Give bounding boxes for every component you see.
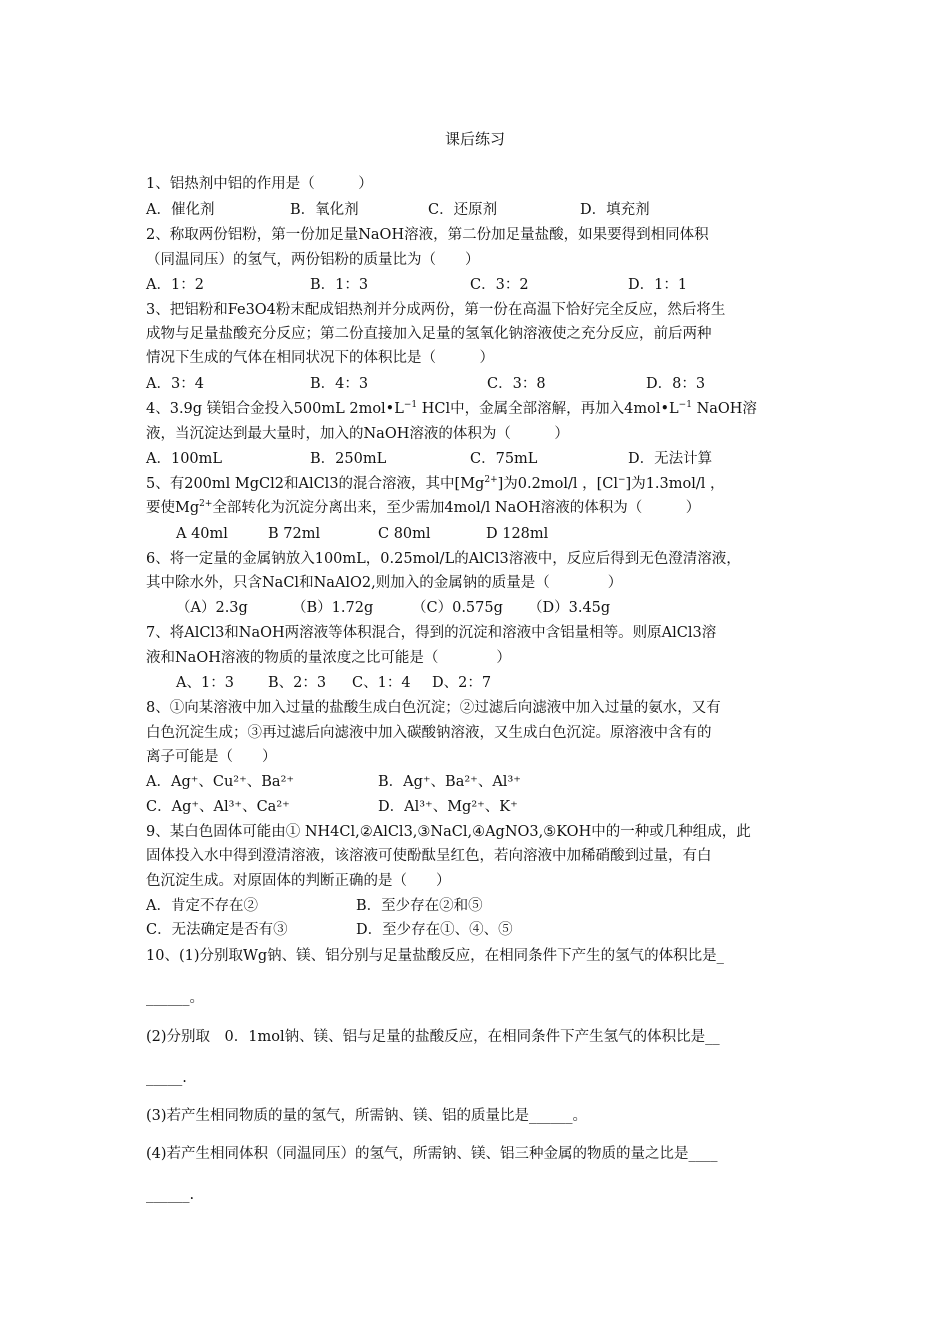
- q5-mg-charge-2: 2+: [199, 499, 213, 509]
- q10-part4-line-2: ______.: [146, 1187, 195, 1203]
- q6-option-c: （C）0.575g: [412, 600, 503, 616]
- q10-part4-line-1: (4)若产生相同体积（同温同压）的氢气，所需钠、镁、铝三种金属的物质的量之比是____: [146, 1146, 718, 1162]
- q2-option-c: C．3：2: [470, 277, 529, 293]
- page-title: 课后练习: [444, 130, 505, 148]
- q8-line-3: 离子可能是（ ）: [146, 749, 277, 765]
- q4-unit-exponent: −1: [403, 400, 418, 410]
- q5-option-a: A 40ml: [176, 526, 228, 542]
- q10-part1-line-1: 10、(1)分别取Wg钠、镁、铝分别与足量盐酸反应，在相同条件下产生的氢气的体积比是_: [146, 948, 724, 964]
- q2-option-d: D．1：1: [628, 277, 688, 293]
- q7-option-b: B、2：3: [268, 675, 327, 691]
- q5-line-2-part-b: 全部转化为沉淀分离出来，至少需加4mol/l NaOH溶液的体积为（ ）: [212, 500, 701, 516]
- q5-option-b: B 72ml: [268, 526, 321, 542]
- q5-line-1-part-a: 5、有200ml MgCl2和AlCl3的混合溶液，其中[Mg: [146, 476, 485, 492]
- q5-option-d: D 128ml: [486, 526, 549, 542]
- q8-option-c: C．Ag⁺、Al³⁺、Ca²⁺: [146, 799, 290, 815]
- q7-line-1: 7、将AlCl3和NaOH两溶液等体积混合，得到的沉淀和溶液中含铝量相等。则原AlCl3溶: [146, 625, 717, 641]
- q3-option-b: B．4：3: [310, 376, 369, 392]
- q9-line-3: 色沉淀生成。对原固体的判断正确的是（ ）: [146, 873, 451, 889]
- q2-line-1: 2、称取两份铝粉，第一份加足量NaOH溶液，第二份加足量盐酸，如果要得到相同体积: [146, 227, 709, 243]
- q2-option-a: A．1：2: [146, 277, 204, 293]
- q6-line-1: 6、将一定量的金属钠放入100mL，0.25mol/L的AlCl3溶液中，反应后得到无色澄清溶液，: [146, 551, 741, 567]
- q1-option-d: D．填充剂: [580, 202, 650, 218]
- q8-line-2: 白色沉淀生成；③再过滤后向滤液中加入碳酸钠溶液，又生成白色沉淀。原溶液中含有的: [146, 725, 712, 741]
- q5-line-1: [146, 474, 725, 494]
- q8-option-a: A．Ag⁺、Cu²⁺、Ba²⁺: [146, 774, 295, 790]
- q5-line-1-part-c: ]为1.3mol/l ，: [625, 476, 725, 492]
- q5-line-1-part-b: ]为0.2mol/l ，[Cl: [497, 476, 618, 492]
- q5-line-2: [146, 498, 700, 518]
- q9-line-1: 9、某白色固体可能由① NH4Cl,②AlCl3,③NaCl,④AgNO3,⑤KOH中的一种或几种组成，此: [146, 824, 751, 840]
- q9-option-d: D．至少存在①、④、⑤: [356, 922, 513, 938]
- q6-option-b: （B）1.72g: [292, 600, 374, 616]
- q4-option-a: A．100mL: [146, 451, 223, 467]
- q10-part1-line-2: ______。: [146, 990, 204, 1006]
- q3-option-d: D．8：3: [646, 376, 706, 392]
- q6-option-d: （D）3.45g: [528, 600, 611, 616]
- q4-unit-exponent-2: −1: [678, 400, 692, 410]
- q4-line-1-part-a: 4、3.9g 镁铝合金投入500mL 2mol•L: [146, 401, 404, 417]
- q3-option-a: A．3：4: [146, 376, 204, 392]
- q2-line-2: （同温同压）的氢气，两份铝粉的质量比为（ ）: [146, 252, 480, 268]
- q6-option-a: （A）2.3g: [176, 600, 248, 616]
- q9-line-2: 固体投入水中得到澄清溶液，该溶液可使酚酞呈红色，若向溶液中加稀硝酸到过量，有白: [146, 848, 712, 864]
- q8-option-d: D．Al³⁺、Mg²⁺、K⁺: [378, 799, 518, 815]
- q5-option-c: C 80ml: [378, 526, 431, 542]
- q5-mg-charge: 2+: [484, 475, 498, 485]
- q3-line-1: 3、把铝粉和Fe3O4粉末配成铝热剂并分成两份，第一份在高温下恰好完全反应，然后将生: [146, 302, 726, 318]
- q4-line-1-part-c: NaOH溶: [696, 401, 757, 417]
- q7-line-2: 液和NaOH溶液的物质的量浓度之比可能是（ ）: [146, 650, 511, 666]
- q10-part3: (3)若产生相同物质的量的氢气，所需钠、镁、铝的质量比是______。: [146, 1108, 588, 1124]
- q1-option-b: B．氧化剂: [290, 202, 359, 218]
- q4-line-1: [146, 399, 757, 419]
- q4-option-c: C．75mL: [470, 451, 538, 467]
- q10-part2-line-2: _____.: [146, 1070, 187, 1086]
- q8-option-b: B．Ag⁺、Ba²⁺、Al³⁺: [378, 774, 521, 790]
- q7-option-c: C、1：4: [352, 675, 411, 691]
- q7-option-d: D、2：7: [432, 675, 492, 691]
- q5-cl-charge: −: [617, 475, 626, 485]
- q6-line-2: 其中除水外，只含NaCl和NaAlO2,则加入的金属钠的质量是（ ）: [146, 575, 623, 591]
- q1-option-c: C．还原剂: [428, 202, 498, 218]
- q7-option-a: A、1：3: [176, 675, 234, 691]
- q2-option-b: B．1：3: [310, 277, 369, 293]
- q9-option-c: C．无法确定是否有③: [146, 922, 288, 938]
- q4-line-1-part-b: HCl中，金属全部溶解，再加入4mol•L: [421, 401, 679, 417]
- q3-line-2: 成物与足量盐酸充分反应；第二份直接加入足量的氢氧化钠溶液使之充分反应，前后两种: [146, 326, 712, 342]
- q3-option-c: C．3：8: [487, 376, 546, 392]
- q4-line-2: 液，当沉淀达到最大量时，加入的NaOH溶液的体积为（ ）: [146, 426, 569, 442]
- q9-option-b: B．至少存在②和⑤: [356, 898, 483, 914]
- q4-option-b: B．250mL: [310, 451, 387, 467]
- q9-option-a: A．肯定不存在②: [146, 898, 258, 914]
- q1-option-a: A．催化剂: [146, 202, 215, 218]
- q10-part2-line-1: (2)分别取 0．1mol钠、镁、铝与足量的盐酸反应，在相同条件下产生氢气的体积比是__: [146, 1029, 720, 1045]
- q8-line-1: 8、①向某溶液中加入过量的盐酸生成白色沉淀；②过滤后向滤液中加入过量的氨水，又有: [146, 700, 721, 716]
- q5-line-2-part-a: 要使Mg: [146, 500, 200, 516]
- q3-line-3: 情况下生成的气体在相同状况下的体积比是（ ）: [146, 350, 494, 366]
- q1-stem: 1、铝热剂中铝的作用是（ ）: [146, 176, 373, 192]
- q4-option-d: D．无法计算: [628, 451, 713, 467]
